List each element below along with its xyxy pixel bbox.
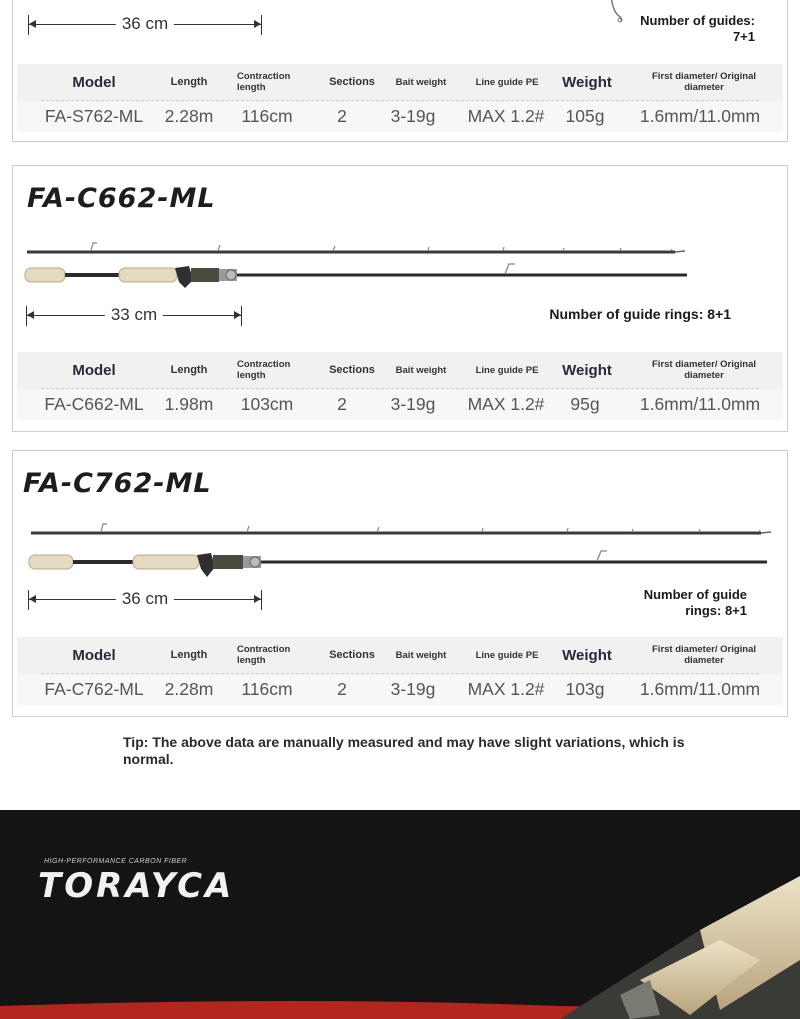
model-title: FA-C662-ML [27, 183, 216, 214]
cell-sections: 2 [337, 679, 347, 699]
brand-logo: TORAYCA [38, 866, 235, 906]
cell-diameter: 1.6mm/11.0mm [639, 679, 761, 699]
rod-image-c762 [27, 521, 777, 583]
guide-count: Number of guide rings: 8+1 [549, 306, 731, 322]
spec-header [17, 352, 783, 388]
spec-row [17, 675, 783, 705]
header-contraction: Contraction length [237, 644, 291, 666]
cell-length: 2.28m [164, 106, 214, 126]
header-bait-weight: Bait weight [395, 364, 447, 376]
spec-table [17, 637, 783, 705]
rod-image-c662 [23, 238, 693, 290]
cell-line-guide: MAX 1.2# [467, 394, 545, 414]
cell-contraction: 116cm [241, 106, 293, 126]
header-bait-weight: Bait weight [395, 76, 447, 88]
cell-bait-weight: 3-19g [390, 679, 436, 699]
cell-line-guide: MAX 1.2# [467, 679, 545, 699]
header-model: Model [72, 361, 116, 379]
spec-card-c662 [12, 165, 788, 432]
header-sections: Sections [329, 75, 375, 88]
spec-table [17, 64, 783, 132]
spec-header [17, 637, 783, 673]
spec-row [17, 102, 783, 132]
spec-row [17, 390, 783, 420]
measure-36cm [27, 14, 263, 36]
cell-line-guide: MAX 1.2# [467, 106, 545, 126]
cell-length: 1.98m [164, 394, 214, 414]
cell-weight: 105g [565, 106, 605, 126]
cell-bait-weight: 3-19g [390, 394, 436, 414]
cell-diameter: 1.6mm/11.0mm [639, 106, 761, 126]
header-weight: Weight [562, 73, 612, 91]
cell-model: FA-C762-ML [44, 679, 144, 699]
header-sections: Sections [329, 648, 375, 661]
torayca-banner [0, 810, 800, 1019]
model-title: FA-C762-ML [23, 468, 212, 499]
banner-artwork [0, 810, 800, 1019]
header-diameter: First diameter/ Original diameter [652, 71, 756, 93]
cell-diameter: 1.6mm/11.0mm [639, 394, 761, 414]
header-length: Length [170, 363, 208, 376]
guide-count: Number of guide rings: 8+1 [643, 587, 747, 618]
header-sections: Sections [329, 363, 375, 376]
header-weight: Weight [562, 361, 612, 379]
cell-model: FA-C662-ML [44, 394, 144, 414]
cell-sections: 2 [337, 394, 347, 414]
cell-sections: 2 [337, 106, 347, 126]
measure-label: 33 cm [105, 305, 163, 325]
guide-count: Number of guides: 7+1 [640, 13, 755, 44]
header-model: Model [72, 73, 116, 91]
header-weight: Weight [562, 646, 612, 664]
header-contraction: Contraction length [237, 359, 291, 381]
cell-bait-weight: 3-19g [390, 106, 436, 126]
header-diameter: First diameter/ Original diameter [652, 644, 756, 666]
header-contraction: Contraction length [237, 71, 291, 93]
header-diameter: First diameter/ Original diameter [652, 359, 756, 381]
measure-label: 36 cm [116, 14, 174, 34]
measure-36cm [27, 589, 263, 611]
header-length: Length [170, 75, 208, 88]
cell-weight: 95g [570, 394, 600, 414]
measure-33cm [25, 305, 243, 327]
header-length: Length [170, 648, 208, 661]
spec-header [17, 64, 783, 100]
header-model: Model [72, 646, 116, 664]
measurement-tip: Tip: The above data are manually measured and may have slight variations, which is normal. [123, 734, 685, 767]
spec-table [17, 352, 783, 420]
cell-contraction: 116cm [241, 679, 293, 699]
header-line-guide: Line guide PE [475, 364, 539, 376]
header-line-guide: Line guide PE [475, 649, 539, 661]
header-bait-weight: Bait weight [395, 649, 447, 661]
spec-card-c762 [12, 450, 788, 717]
cell-length: 2.28m [164, 679, 214, 699]
measure-label: 36 cm [116, 589, 174, 609]
cell-model: FA-S762-ML [44, 106, 144, 126]
brand-tagline: HIGH-PERFORMANCE CARBON FIBER [44, 858, 188, 865]
cell-weight: 103g [565, 679, 605, 699]
header-line-guide: Line guide PE [475, 76, 539, 88]
spec-card-s762 [12, 0, 788, 142]
cell-contraction: 103cm [240, 394, 294, 414]
